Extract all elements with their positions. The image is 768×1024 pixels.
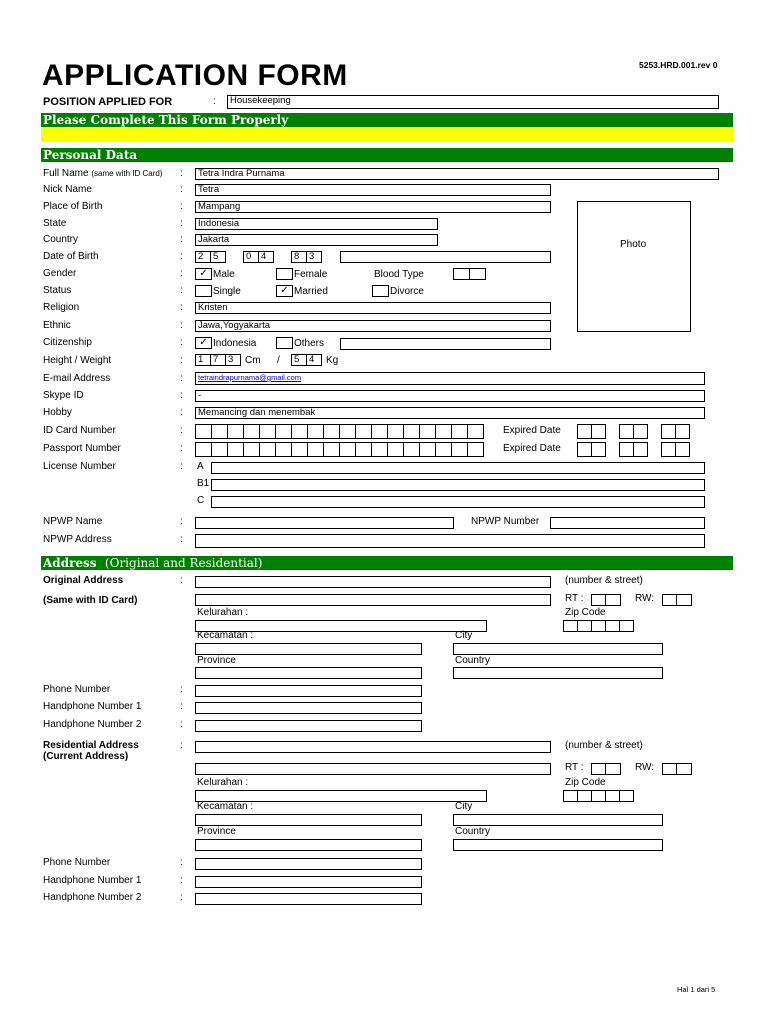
passport-cell[interactable] [355, 442, 372, 457]
original-city-label: City [455, 630, 473, 641]
passport-cell[interactable] [259, 442, 276, 457]
citizenship-indonesia-checkbox[interactable]: ✓ [195, 337, 212, 349]
full-name-note: (same with ID Card) [91, 169, 163, 178]
original-phone-input[interactable] [195, 685, 422, 697]
id-expired-cell[interactable] [591, 424, 606, 439]
dob-year-1[interactable]: 8 [291, 251, 307, 263]
nick-name-label: Nick Name [43, 184, 92, 195]
id-card-cell[interactable] [243, 424, 260, 439]
residential-rw-label: RW: [635, 762, 655, 773]
residential-address-sub: (Current Address) [43, 751, 129, 762]
passport-cell[interactable] [211, 442, 228, 457]
weight-unit: Kg [326, 355, 339, 366]
colon: : [180, 320, 183, 331]
colon: : [180, 285, 183, 296]
gender-male-checkbox[interactable]: ✓ [195, 268, 212, 280]
residential-phone-label: Phone Number [43, 857, 111, 868]
id-expired-cell[interactable] [633, 424, 648, 439]
original-kelurahan-label: Kelurahan : [197, 607, 249, 618]
colon: : [180, 461, 183, 472]
dob-month-2[interactable]: 4 [258, 251, 274, 263]
place-of-birth-label: Place of Birth [43, 201, 103, 212]
residential-address-label: Residential Address [43, 740, 139, 751]
residential-zip-label: Zip Code [565, 777, 606, 788]
id-card-cell[interactable] [323, 424, 340, 439]
colon: : [180, 534, 183, 545]
gender-female-checkbox[interactable] [276, 268, 293, 280]
status-married-checkbox[interactable]: ✓ [276, 285, 293, 297]
status-divorce-checkbox[interactable] [372, 285, 389, 297]
ethnic-label: Ethnic [43, 320, 71, 331]
passport-cell[interactable] [403, 442, 420, 457]
dob-day-2[interactable]: 5 [210, 251, 226, 263]
colon: : [180, 575, 183, 586]
colon: : [180, 337, 183, 348]
personal-data-text: Personal Data [43, 148, 138, 162]
passport-cell[interactable] [195, 442, 212, 457]
passport-cell[interactable] [227, 442, 244, 457]
residential-city-input[interactable] [453, 814, 663, 826]
original-rw-label: RW: [635, 593, 655, 604]
id-card-cell[interactable] [227, 424, 244, 439]
passport-expired-cell[interactable] [633, 442, 648, 457]
id-card-cell[interactable] [275, 424, 292, 439]
original-zip-cell[interactable] [605, 620, 620, 632]
residential-kecamatan-label: Kecamatan : [197, 801, 254, 812]
passport-cells[interactable] [195, 442, 486, 457]
id-card-label: ID Card Number [43, 425, 116, 436]
passport-cell[interactable] [435, 442, 452, 457]
passport-expired-cell[interactable] [619, 442, 634, 457]
original-zip-cell[interactable] [563, 620, 578, 632]
complete-form-banner [41, 113, 733, 127]
residential-zip-cells[interactable] [563, 790, 635, 802]
residential-zip-cell[interactable] [591, 790, 606, 802]
original-address-label: Original Address [43, 575, 124, 586]
id-card-cell[interactable] [355, 424, 372, 439]
height-weight-slash: / [277, 355, 280, 366]
gender-female-label: Female [294, 269, 328, 280]
colon: : [180, 355, 183, 366]
residential-country-input[interactable] [453, 839, 663, 851]
height-digit-2[interactable]: 7 [210, 354, 226, 366]
dob-month-1[interactable]: 0 [243, 251, 259, 263]
state-input[interactable]: Indonesia [195, 218, 438, 230]
id-expired-cell[interactable] [577, 424, 592, 439]
original-street-input[interactable] [195, 576, 551, 588]
address-banner [41, 556, 733, 570]
colon: : [180, 857, 183, 868]
full-name-input[interactable]: Tetra Indra Purnama [195, 168, 719, 180]
residential-line2-input[interactable] [195, 763, 551, 775]
npwp-address-label: NPWP Address [43, 534, 112, 545]
id-expired-cell[interactable] [675, 424, 690, 439]
id-card-cell[interactable] [419, 424, 436, 439]
citizenship-indonesia-label: Indonesia [213, 338, 257, 349]
id-card-cell[interactable] [259, 424, 276, 439]
religion-input[interactable]: Kristen [195, 302, 551, 314]
place-of-birth-input[interactable]: Mampang [195, 201, 551, 213]
full-name-label: Full Name (same with ID Card) [43, 168, 163, 179]
email-input[interactable] [195, 372, 705, 385]
npwp-address-input[interactable] [195, 534, 705, 548]
photo-label: Photo [620, 239, 647, 250]
passport-cell[interactable] [291, 442, 308, 457]
residential-rt-cell-2[interactable] [605, 763, 621, 775]
colon: : [180, 516, 183, 527]
skype-label: Skype ID [43, 390, 84, 401]
religion-label: Religion [43, 302, 80, 313]
colon: : [213, 96, 216, 107]
ethnic-input[interactable]: Jawa,Yogyakarta [195, 320, 551, 332]
passport-expired-cell[interactable] [675, 442, 690, 457]
hobby-input[interactable]: Memancing dan menembak [195, 407, 705, 419]
original-zip-label: Zip Code [565, 607, 606, 618]
id-card-cell[interactable] [195, 424, 212, 439]
original-province-input[interactable] [195, 667, 422, 679]
original-kecamatan-label: Kecamatan : [197, 630, 254, 641]
license-c-input[interactable] [211, 496, 705, 508]
colon: : [180, 201, 183, 212]
original-kecamatan-input[interactable] [195, 643, 422, 655]
passport-label: Passport Number [43, 443, 121, 454]
original-phone-label: Phone Number [43, 684, 111, 695]
colon: : [180, 268, 183, 279]
status-married-label: Married [294, 286, 328, 297]
colon: : [180, 875, 183, 886]
id-card-cell[interactable] [339, 424, 356, 439]
blood-type-label: Blood Type [374, 269, 424, 280]
original-zip-cell[interactable] [577, 620, 592, 632]
npwp-number-label: NPWP Number [471, 516, 540, 527]
email-link[interactable]: tetraindrapurnama@gmail.com [198, 373, 302, 382]
colon: : [180, 740, 183, 751]
residential-kecamatan-input[interactable] [195, 814, 422, 826]
residential-hp2-label: Handphone Number 2 [43, 892, 142, 903]
blood-type-cell-2[interactable] [469, 268, 486, 280]
id-expired-label: Expired Date [503, 425, 561, 436]
residential-province-label: Province [197, 826, 236, 837]
license-c-label: C [197, 495, 205, 506]
colon: : [180, 184, 183, 195]
npwp-name-label: NPWP Name [43, 516, 103, 527]
passport-cell[interactable] [323, 442, 340, 457]
original-hp1-input[interactable] [195, 702, 422, 714]
citizenship-others-label: Others [294, 338, 325, 349]
colon: : [180, 407, 183, 418]
residential-phone-input[interactable] [195, 858, 422, 870]
license-label: License Number [43, 461, 116, 472]
residential-rt-label: RT : [565, 762, 584, 773]
license-a-label: A [197, 461, 204, 472]
original-country-input[interactable] [453, 667, 663, 679]
residential-city-label: City [455, 801, 473, 812]
personal-data-banner [41, 148, 733, 162]
yellow-strip [41, 128, 733, 142]
id-card-cell[interactable] [291, 424, 308, 439]
complete-form-text: Please Complete This Form Properly [43, 113, 289, 127]
state-label: State [43, 218, 67, 229]
weight-digit-2[interactable]: 4 [306, 354, 322, 366]
residential-hp1-label: Handphone Number 1 [43, 875, 142, 886]
citizenship-label: Citizenship [43, 337, 92, 348]
residential-zip-cell[interactable] [577, 790, 592, 802]
passport-expired-cell[interactable] [591, 442, 606, 457]
citizenship-others-input[interactable] [340, 338, 551, 350]
colon: : [180, 701, 183, 712]
document-code: 5253.HRD.001.rev 0 [639, 60, 718, 70]
colon: : [180, 684, 183, 695]
original-address-sub: (Same with ID Card) [43, 595, 138, 606]
npwp-name-input[interactable] [195, 517, 454, 529]
hobby-label: Hobby [43, 407, 72, 418]
id-card-cells[interactable] [195, 424, 486, 439]
license-b1-label: B1 [197, 478, 210, 489]
gender-label: Gender [43, 268, 77, 279]
residential-zip-cell[interactable] [619, 790, 634, 802]
original-hp1-label: Handphone Number 1 [43, 701, 142, 712]
colon: : [180, 373, 183, 384]
form-title: APPLICATION FORM [42, 59, 348, 92]
colon: : [180, 234, 183, 245]
original-country-label: Country [455, 655, 491, 666]
passport-cell[interactable] [243, 442, 260, 457]
passport-cell[interactable] [307, 442, 324, 457]
gender-male-label: Male [213, 269, 235, 280]
id-card-cell[interactable] [451, 424, 468, 439]
passport-expired-cell[interactable] [577, 442, 592, 457]
original-zip-cell[interactable] [619, 620, 634, 632]
id-card-cell[interactable] [467, 424, 484, 439]
residential-kelurahan-label: Kelurahan : [197, 777, 249, 788]
status-single-label: Single [213, 286, 241, 297]
status-divorce-label: Divorce [390, 286, 424, 297]
passport-cell[interactable] [467, 442, 484, 457]
residential-street-input[interactable] [195, 741, 551, 753]
original-number-street: (number & street) [565, 575, 643, 586]
colon: : [180, 390, 183, 401]
page-number: Hal 1 dari 5 [677, 985, 716, 994]
residential-hp1-input[interactable] [195, 876, 422, 888]
original-zip-cells[interactable] [563, 620, 635, 632]
residential-country-label: Country [455, 826, 491, 837]
passport-cell[interactable] [387, 442, 404, 457]
passport-cell[interactable] [275, 442, 292, 457]
id-card-cell[interactable] [211, 424, 228, 439]
nick-name-input[interactable]: Tetra [195, 184, 551, 196]
id-card-cell[interactable] [435, 424, 452, 439]
original-rw-cell-2[interactable] [676, 594, 692, 606]
colon: : [180, 251, 183, 262]
id-card-cell[interactable] [371, 424, 388, 439]
dob-extra-input[interactable] [340, 251, 551, 263]
residential-province-input[interactable] [195, 839, 422, 851]
colon: : [180, 425, 183, 436]
citizenship-others-checkbox[interactable] [276, 337, 293, 349]
status-label: Status [43, 285, 72, 296]
npwp-number-input[interactable] [550, 517, 705, 529]
original-hp2-label: Handphone Number 2 [43, 719, 142, 730]
residential-rw-cell-2[interactable] [676, 763, 692, 775]
id-expired-cell[interactable] [619, 424, 634, 439]
blood-type-cell-1[interactable] [453, 268, 470, 280]
dob-day-1[interactable]: 2 [195, 251, 211, 263]
passport-cell[interactable] [339, 442, 356, 457]
colon: : [180, 892, 183, 903]
colon: : [180, 168, 183, 179]
country-label: Country [43, 234, 79, 245]
dob-label: Date of Birth [43, 251, 99, 262]
weight-digit-1[interactable]: 5 [291, 354, 307, 366]
height-digit-3[interactable]: 3 [225, 354, 241, 366]
email-label: E-mail Address [43, 373, 111, 384]
country-input[interactable]: Jakarta [195, 234, 438, 246]
position-input[interactable]: Housekeeping [227, 95, 719, 109]
id-card-cell[interactable] [403, 424, 420, 439]
original-rt-cell-2[interactable] [605, 594, 621, 606]
id-card-cell[interactable] [387, 424, 404, 439]
colon: : [180, 443, 183, 454]
photo-box[interactable] [577, 201, 691, 332]
position-label: POSITION APPLIED FOR [43, 96, 173, 108]
passport-expired-cell[interactable] [661, 442, 676, 457]
passport-cell[interactable] [419, 442, 436, 457]
residential-hp2-input[interactable] [195, 893, 422, 905]
passport-expired-cells[interactable] [577, 442, 691, 457]
height-digit-1[interactable]: 1 [195, 354, 211, 366]
passport-cell[interactable] [371, 442, 388, 457]
height-unit: Cm [245, 355, 261, 366]
license-b1-input[interactable] [211, 479, 705, 491]
original-rt-label: RT : [565, 593, 584, 604]
residential-zip-cell[interactable] [605, 790, 620, 802]
passport-expired-label: Expired Date [503, 443, 561, 454]
original-line2-input[interactable] [195, 594, 551, 606]
passport-cell[interactable] [451, 442, 468, 457]
residential-number-street: (number & street) [565, 740, 643, 751]
colon: : [180, 218, 183, 229]
status-single-checkbox[interactable] [195, 285, 212, 297]
height-weight-label: Height / Weight [43, 355, 112, 366]
colon: : [180, 302, 183, 313]
original-province-label: Province [197, 655, 236, 666]
colon: : [180, 719, 183, 730]
original-zip-cell[interactable] [591, 620, 606, 632]
license-a-input[interactable] [211, 462, 705, 474]
id-expired-cells[interactable] [577, 424, 691, 439]
address-banner-text: Address (Original and Residential) [43, 556, 263, 570]
id-expired-cell[interactable] [661, 424, 676, 439]
residential-zip-cell[interactable] [563, 790, 578, 802]
dob-year-2[interactable]: 3 [306, 251, 322, 263]
skype-input[interactable]: - [195, 390, 705, 402]
original-hp2-input[interactable] [195, 720, 422, 732]
id-card-cell[interactable] [307, 424, 324, 439]
original-city-input[interactable] [453, 643, 663, 655]
